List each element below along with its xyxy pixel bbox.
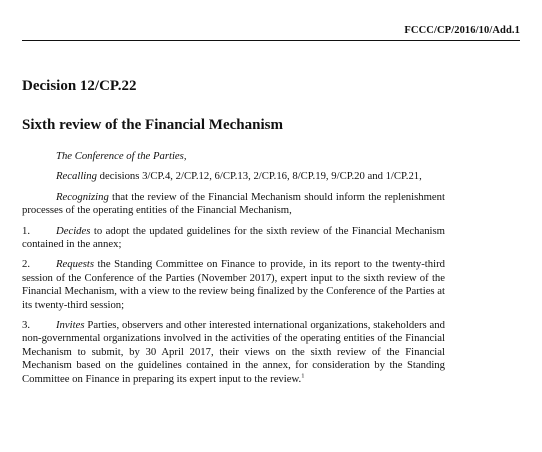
paragraph-verb: Invites — [56, 319, 85, 332]
footnote-reference[interactable]: 1 — [301, 372, 305, 380]
preamble-recalling — [22, 170, 445, 183]
paragraph-text: to adopt the updated guidelines for the sixth review of the Financial Mechanism contained in the annex; — [22, 224, 445, 251]
document-symbol: FCCC/CP/2016/10/Add.1 — [404, 25, 520, 36]
recalling-verb: Recalling — [56, 170, 97, 183]
recognizing-text: that the review of the Financial Mechanism should inform the replenishment processes of the operating entities of the Financial Mechanism, — [22, 190, 445, 217]
preamble-opening — [22, 150, 445, 163]
decision-title: Decision 12/CP.22 — [22, 78, 137, 94]
operative-paragraph-1 — [22, 225, 445, 252]
header-rule — [22, 40, 520, 41]
paragraph-text: the Standing Committee on Finance to provide, in its report to the twenty-third session of the Conference of the Parties (November 2017), expert input to the sixth review of the Financial Mechanism, with a view to the review being finalized by the Conference of the Parties at its twenty-third session; — [22, 258, 445, 311]
paragraph-number: 3. — [22, 319, 31, 332]
recognizing-verb: Recognizing — [56, 190, 109, 203]
operative-paragraph-2 — [22, 258, 445, 312]
paragraph-number: 1. — [22, 224, 31, 237]
paragraph-verb: Requests — [56, 258, 94, 271]
recalling-text: decisions 3/CP.4, 2/CP.12, 6/CP.13, 2/CP.16, 8/CP.19, 9/CP.20 and 1/CP.21, — [96, 170, 422, 183]
preamble-recognizing — [22, 191, 445, 218]
paragraph-text: Parties, observers and other interested international organizations, stakeholders and non-governmental organizations involved in the activities of the operating entities of the Financial Mechanism to submit, by 30 April 2017, their views on the sixth review of the Financial Mechanism based on the guidelines contained in the annex, for consideration by the Standing Committee on Finance in preparing its expert input to the review. — [22, 319, 445, 385]
decision-subtitle: Sixth review of the Financial Mechanism — [22, 117, 283, 133]
operative-paragraph-3 — [22, 319, 445, 386]
paragraph-number: 2. — [22, 258, 31, 271]
paragraph-verb: Decides — [56, 224, 91, 237]
decision-body — [22, 150, 445, 393]
preamble-opening-text: The Conference of the Parties, — [56, 150, 187, 162]
